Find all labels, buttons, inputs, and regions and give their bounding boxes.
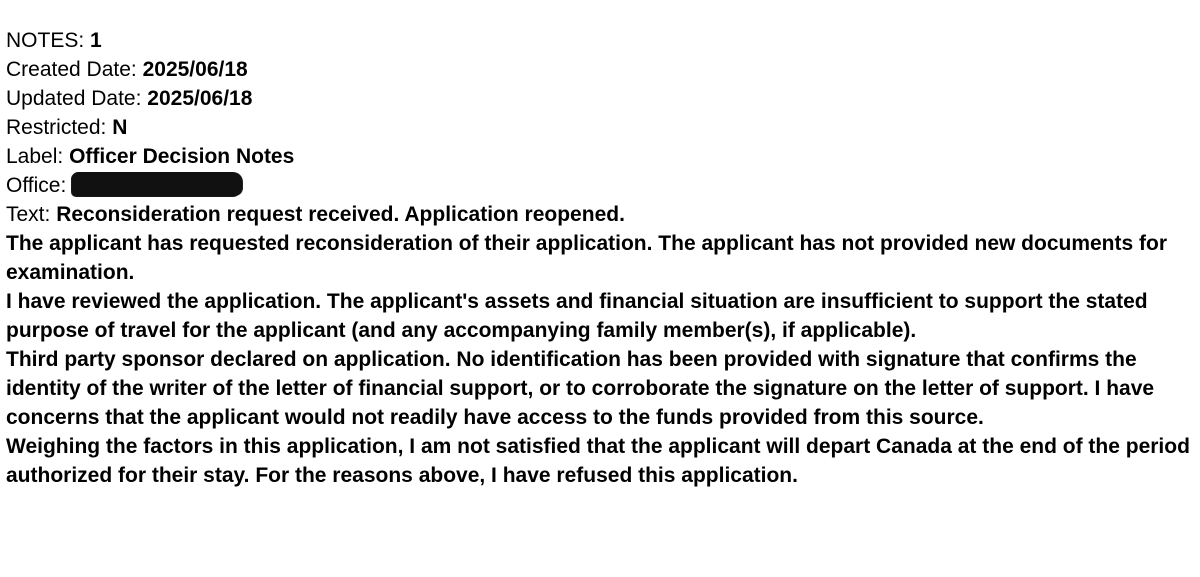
text-label: Text:	[6, 203, 51, 226]
note-paragraph-reconsideration: The applicant has requested reconsideration of their application. The applicant has not provided new documents for examination.	[6, 232, 1168, 284]
restricted-field	[6, 113, 1194, 142]
label-label: Label:	[6, 145, 64, 168]
updated-date-field	[6, 84, 1194, 113]
text-value: Reconsideration request received. Application reopened.	[56, 203, 625, 226]
text-field	[6, 200, 1194, 229]
restricted-label: Restricted:	[6, 116, 107, 139]
decision-notes-document	[6, 26, 1194, 490]
label-value: Officer Decision Notes	[69, 145, 295, 168]
note-paragraph-financial: I have reviewed the application. The applicant's assets and financial situation are insufficient to support the stated purpose of travel for the applicant (and any accompanying family member(s), if applicable).	[6, 290, 1148, 342]
created-date-label: Created Date:	[6, 58, 137, 81]
notes-value: 1	[90, 29, 102, 52]
notes-label: NOTES:	[6, 29, 85, 52]
note-paragraph-sponsor: Third party sponsor declared on application. No identification has been provided with signature that confirms the identity of the writer of the letter of financial support, or to corroborate the signature on the letter of support. I have concerns that the applicant would not readily have access to the funds provided from this source.	[6, 348, 1155, 429]
updated-date-label: Updated Date:	[6, 87, 142, 110]
label-field	[6, 142, 1194, 171]
created-date-value: 2025/06/18	[142, 58, 248, 81]
updated-date-value: 2025/06/18	[147, 87, 253, 110]
created-date-field	[6, 55, 1194, 84]
office-redaction-mark	[72, 172, 242, 196]
notes-field	[6, 26, 1194, 55]
office-field	[6, 171, 1194, 200]
office-label: Office:	[6, 174, 67, 197]
restricted-value: N	[112, 116, 128, 139]
note-paragraph-decision: Weighing the factors in this application, I am not satisfied that the applicant will depart Canada at the end of the period authorized for their stay. For the reasons above, I have refused this application.	[6, 435, 1190, 487]
